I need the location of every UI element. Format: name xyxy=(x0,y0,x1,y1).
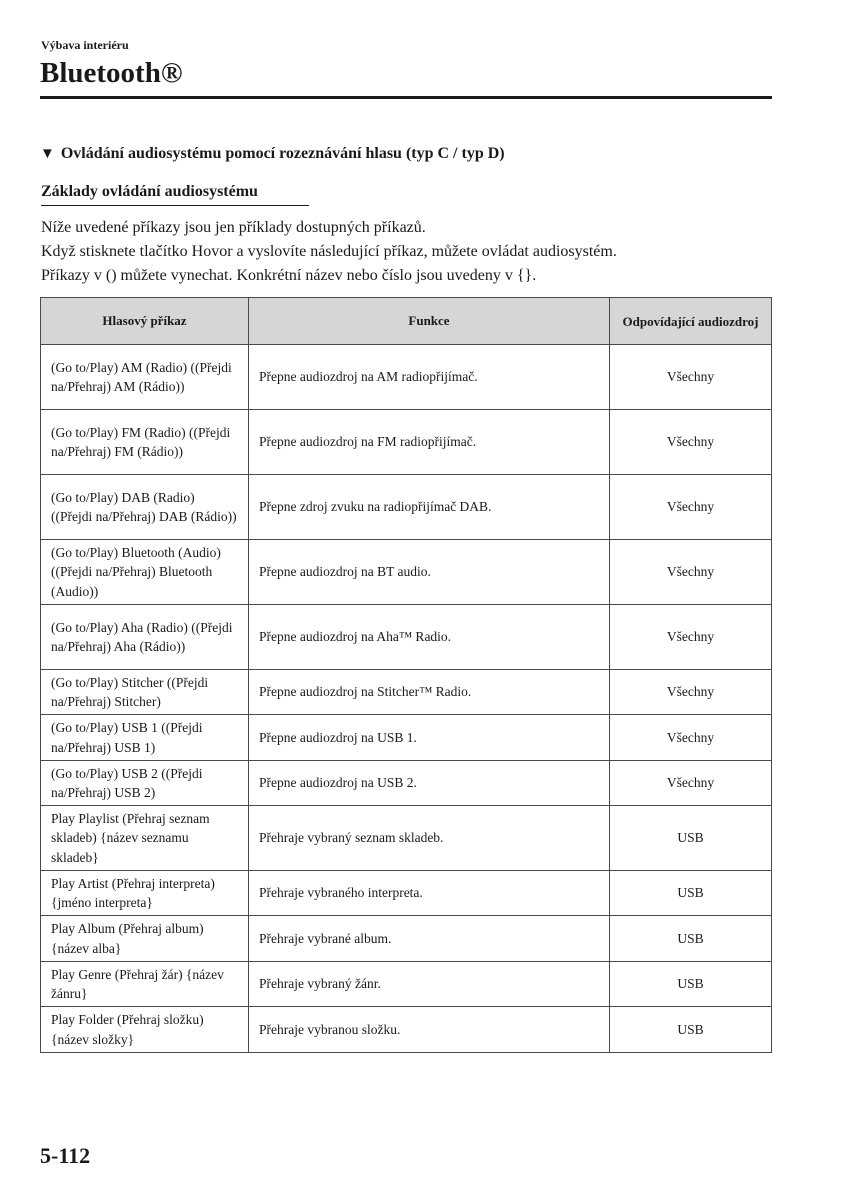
triangle-down-icon: ▼ xyxy=(40,146,55,162)
column-header-function: Funkce xyxy=(249,298,610,345)
source-cell: USB xyxy=(610,871,772,916)
function-cell: Přehraje vybranou složku. xyxy=(249,1007,610,1053)
function-cell: Přepne audiozdroj na USB 2. xyxy=(249,761,610,806)
function-cell: Přepne zdroj zvuku na radiopřijímač DAB. xyxy=(249,475,610,540)
function-cell: Přepne audiozdroj na BT audio. xyxy=(249,540,610,605)
table-row xyxy=(41,916,772,962)
section-heading-text: Ovládání audiosystému pomocí rozeznávání hlasu (typ C / typ D) xyxy=(60,145,505,162)
title-divider xyxy=(40,96,772,99)
command-cell: (Go to/Play) USB 1 ((Přejdi na/Přehraj) USB 1) xyxy=(41,715,249,761)
table-row xyxy=(41,540,772,605)
intro-line: Níže uvedené příkazy jsou jen příklady dostupných příkazů. xyxy=(41,219,426,236)
sub-heading-underline xyxy=(41,205,309,206)
function-cell: Přehraje vybraný seznam skladeb. xyxy=(249,806,610,871)
table-row xyxy=(41,475,772,540)
function-cell: Přehraje vybraného interpreta. xyxy=(249,871,610,916)
command-cell: (Go to/Play) Bluetooth (Audio) ((Přejdi na/Přehraj) Bluetooth (Audio)) xyxy=(41,540,249,605)
source-cell: USB xyxy=(610,806,772,871)
intro-line: Příkazy v () můžete vynechat. Konkrétní název nebo číslo jsou uvedeny v {}. xyxy=(41,267,537,284)
source-cell: USB xyxy=(610,916,772,962)
function-cell: Přepne audiozdroj na Stitcher™ Radio. xyxy=(249,670,610,715)
function-cell: Přehraje vybrané album. xyxy=(249,916,610,962)
command-cell: Play Folder (Přehraj složku) {název složky} xyxy=(41,1007,249,1053)
source-cell: USB xyxy=(610,1007,772,1053)
table-row xyxy=(41,1007,772,1053)
function-cell: Přepne audiozdroj na FM radiopřijímač. xyxy=(249,410,610,475)
breadcrumb: Výbava interiéru xyxy=(41,38,129,52)
command-cell: Play Album (Přehraj album) {název alba} xyxy=(41,916,249,962)
function-cell: Přepne audiozdroj na USB 1. xyxy=(249,715,610,761)
command-cell: (Go to/Play) AM (Radio) ((Přejdi na/Přehraj) AM (Rádio)) xyxy=(41,345,249,410)
table-row xyxy=(41,605,772,670)
table-row xyxy=(41,715,772,761)
column-header-command: Hlasový příkaz xyxy=(41,298,249,345)
command-cell: (Go to/Play) USB 2 ((Přejdi na/Přehraj) USB 2) xyxy=(41,761,249,806)
table-row xyxy=(41,761,772,806)
command-cell: Play Genre (Přehraj žár) {název žánru} xyxy=(41,962,249,1007)
command-cell: (Go to/Play) Stitcher ((Přejdi na/Přehraj) Stitcher) xyxy=(41,670,249,715)
table-row xyxy=(41,670,772,715)
sub-heading: Základy ovládání audiosystému xyxy=(41,183,258,200)
source-cell: Všechny xyxy=(610,345,772,410)
table-header-row xyxy=(41,298,772,345)
command-cell: (Go to/Play) DAB (Radio) ((Přejdi na/Přehraj) DAB (Rádio)) xyxy=(41,475,249,540)
source-cell: Všechny xyxy=(610,410,772,475)
table-row xyxy=(41,871,772,916)
source-cell: Všechny xyxy=(610,715,772,761)
function-cell: Přehraje vybraný žánr. xyxy=(249,962,610,1007)
command-cell: Play Playlist (Přehraj seznam skladeb) {název seznamu skladeb} xyxy=(41,806,249,871)
function-cell: Přepne audiozdroj na Aha™ Radio. xyxy=(249,605,610,670)
voice-command-table xyxy=(40,297,772,1053)
command-cell: Play Artist (Přehraj interpreta) {jméno interpreta} xyxy=(41,871,249,916)
source-cell: Všechny xyxy=(610,540,772,605)
command-cell: (Go to/Play) Aha (Radio) ((Přejdi na/Přehraj) Aha (Rádio)) xyxy=(41,605,249,670)
page-title: Bluetooth® xyxy=(40,57,183,89)
intro-line: Když stisknete tlačítko Hovor a vyslovíte následující příkaz, můžete ovládat audiosystém. xyxy=(41,243,617,260)
table-row xyxy=(41,962,772,1007)
table-body xyxy=(41,345,772,1053)
page-number: 5-112 xyxy=(40,1143,91,1168)
column-header-source: Odpovídající audiozdroj xyxy=(610,298,772,345)
table-row xyxy=(41,806,772,871)
function-cell: Přepne audiozdroj na AM radiopřijímač. xyxy=(249,345,610,410)
table-row xyxy=(41,410,772,475)
source-cell: Všechny xyxy=(610,605,772,670)
command-cell: (Go to/Play) FM (Radio) ((Přejdi na/Přehraj) FM (Rádio)) xyxy=(41,410,249,475)
source-cell: Všechny xyxy=(610,761,772,806)
table-row xyxy=(41,345,772,410)
source-cell: Všechny xyxy=(610,475,772,540)
section-heading xyxy=(40,143,505,165)
source-cell: Všechny xyxy=(610,670,772,715)
source-cell: USB xyxy=(610,962,772,1007)
intro-text xyxy=(41,216,617,288)
